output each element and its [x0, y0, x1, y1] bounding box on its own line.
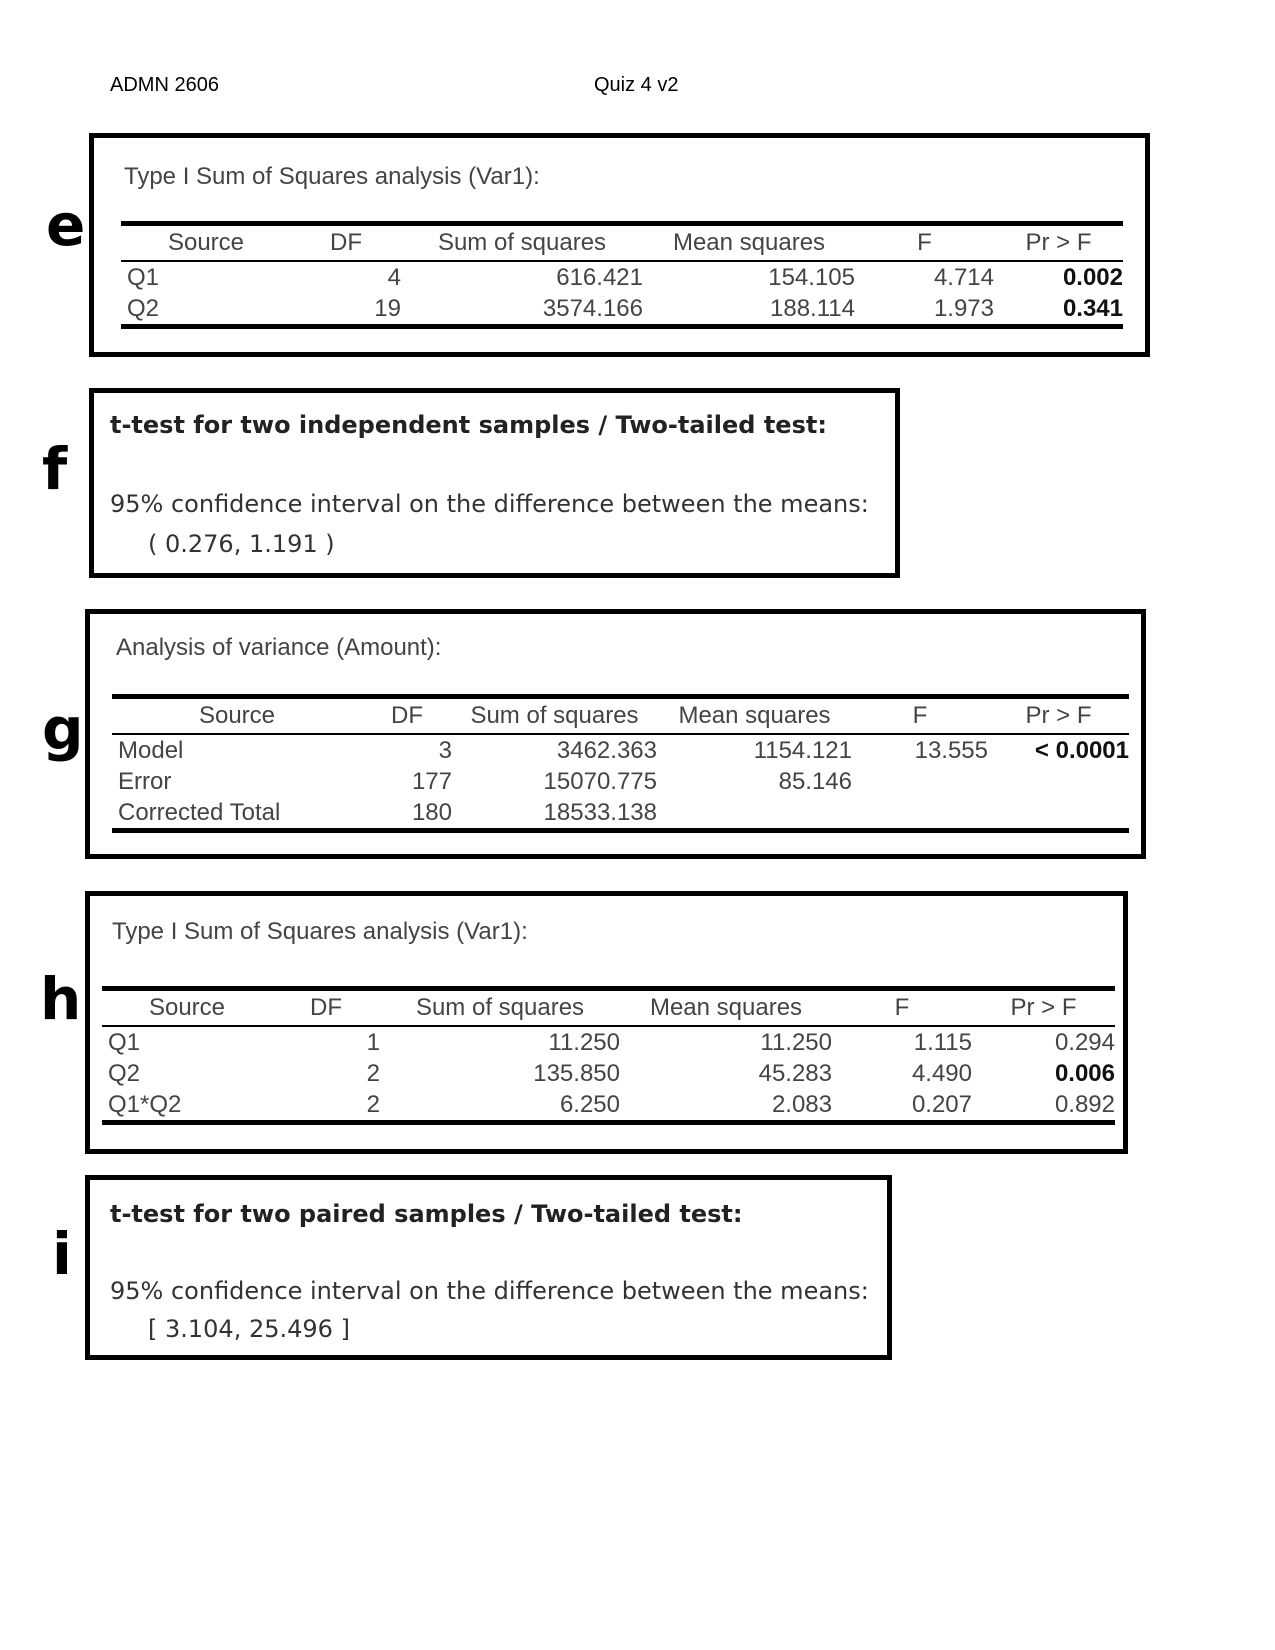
course-code: ADMN 2606 — [110, 74, 219, 96]
cell-source: Q1 — [108, 1028, 141, 1056]
section-letter-e: e — [46, 191, 86, 259]
cell-ss: 15070.775 — [543, 767, 657, 795]
section-g-box — [85, 609, 1146, 859]
section-letter-i: i — [52, 1220, 72, 1288]
section-h-table — [102, 986, 1115, 1125]
col-header: Pr > F — [994, 224, 1123, 262]
table-row — [102, 1026, 1115, 1058]
cell-df: 3 — [438, 736, 452, 764]
section-i-ci-value: [ 3.104, 25.496 ] — [148, 1315, 350, 1343]
cell-p — [988, 766, 1129, 797]
cell-source: Q1*Q2 — [102, 1089, 272, 1123]
cell-source: Corrected Total — [112, 797, 362, 831]
section-e-table — [121, 221, 1123, 329]
cell-df: 19 — [291, 293, 401, 327]
cell-ss: 3574.166 — [401, 293, 643, 327]
cell-p — [988, 797, 1129, 831]
cell-f: 4.714 — [933, 263, 994, 291]
section-f-ci-label: 95% confidence interval on the difference between the means: — [110, 490, 869, 518]
section-g-table — [112, 694, 1129, 833]
cell-p: 0.341 — [994, 293, 1123, 327]
col-header: Mean squares — [657, 697, 852, 735]
cell-p: < 0.0001 — [1034, 736, 1129, 764]
table-row — [112, 797, 1129, 831]
cell-f — [852, 797, 988, 831]
table-row — [102, 1058, 1115, 1089]
cell-df: 4 — [387, 263, 401, 291]
section-letter-h: h — [40, 965, 82, 1033]
col-header: Source — [112, 697, 362, 735]
col-header: DF — [272, 989, 380, 1027]
col-header: F — [852, 697, 988, 735]
section-letter-g: g — [42, 695, 84, 763]
cell-f: 1.115 — [913, 1028, 972, 1056]
section-h-box — [85, 891, 1128, 1154]
table-header-row — [121, 224, 1123, 262]
col-header: DF — [362, 697, 452, 735]
quiz-title: Quiz 4 v2 — [594, 74, 679, 96]
cell-ss: 6.250 — [380, 1089, 620, 1123]
cell-p: 0.294 — [1054, 1028, 1115, 1056]
col-header: F — [832, 989, 972, 1027]
cell-ss: 11.250 — [548, 1028, 620, 1056]
col-header: Mean squares — [620, 989, 832, 1027]
table-row — [121, 293, 1123, 327]
col-header: Pr > F — [988, 697, 1129, 735]
cell-df: 2 — [272, 1089, 380, 1123]
table-row — [112, 766, 1129, 797]
table-row — [102, 1089, 1115, 1123]
cell-f — [852, 766, 988, 797]
cell-ms: 154.105 — [768, 263, 855, 291]
table-header-row — [112, 697, 1129, 735]
table-header-row — [102, 989, 1115, 1027]
cell-ms: 11.250 — [760, 1028, 832, 1056]
cell-df: 2 — [366, 1059, 380, 1087]
cell-f: 0.207 — [832, 1089, 972, 1123]
section-f-title: t-test for two independent samples / Two-tailed test: — [110, 411, 827, 439]
col-header: Mean squares — [643, 224, 855, 262]
col-header: Source — [102, 989, 272, 1027]
section-i-ci-label: 95% confidence interval on the difference between the means: — [110, 1277, 869, 1305]
cell-source: Model — [118, 736, 184, 764]
section-i-title: t-test for two paired samples / Two-tailed test: — [110, 1200, 743, 1228]
cell-source: Q2 — [121, 293, 291, 327]
cell-ms: 188.114 — [643, 293, 855, 327]
col-header: Sum of squares — [380, 989, 620, 1027]
cell-f: 13.555 — [914, 736, 988, 764]
cell-source: Q2 — [108, 1059, 141, 1087]
section-g-title: Analysis of variance (Amount): — [116, 634, 442, 661]
cell-f: 1.973 — [855, 293, 994, 327]
table-row — [121, 261, 1123, 293]
cell-ms: 45.283 — [758, 1059, 832, 1087]
section-f-ci-value: ( 0.276, 1.191 ) — [148, 530, 335, 558]
cell-source: Error — [118, 767, 172, 795]
cell-ss: 3462.363 — [556, 736, 657, 764]
col-header: Sum of squares — [401, 224, 643, 262]
cell-ms: 2.083 — [620, 1089, 832, 1123]
col-header: Sum of squares — [452, 697, 657, 735]
cell-p: 0.002 — [1062, 263, 1123, 291]
cell-df: 180 — [362, 797, 452, 831]
section-f-box — [89, 388, 900, 578]
section-e-title: Type I Sum of Squares analysis (Var1): — [124, 163, 540, 190]
cell-ss: 135.850 — [533, 1059, 620, 1087]
cell-ms: 1154.121 — [753, 736, 852, 764]
cell-df: 1 — [366, 1028, 380, 1056]
cell-ss: 18533.138 — [452, 797, 657, 831]
col-header: F — [855, 224, 994, 262]
col-header: Pr > F — [972, 989, 1115, 1027]
cell-ms: 85.146 — [778, 767, 852, 795]
col-header: DF — [291, 224, 401, 262]
cell-source: Q1 — [127, 263, 160, 291]
cell-p: 0.892 — [972, 1089, 1115, 1123]
cell-ms — [657, 797, 852, 831]
cell-df: 177 — [411, 767, 452, 795]
table-row — [112, 734, 1129, 766]
cell-f: 4.490 — [911, 1059, 972, 1087]
section-letter-f: f — [42, 435, 68, 503]
section-e-box — [89, 133, 1150, 357]
section-h-title: Type I Sum of Squares analysis (Var1): — [112, 918, 528, 945]
col-header: Source — [121, 224, 291, 262]
cell-p: 0.006 — [1054, 1059, 1115, 1087]
cell-ss: 616.421 — [556, 263, 643, 291]
section-i-box — [85, 1175, 892, 1360]
